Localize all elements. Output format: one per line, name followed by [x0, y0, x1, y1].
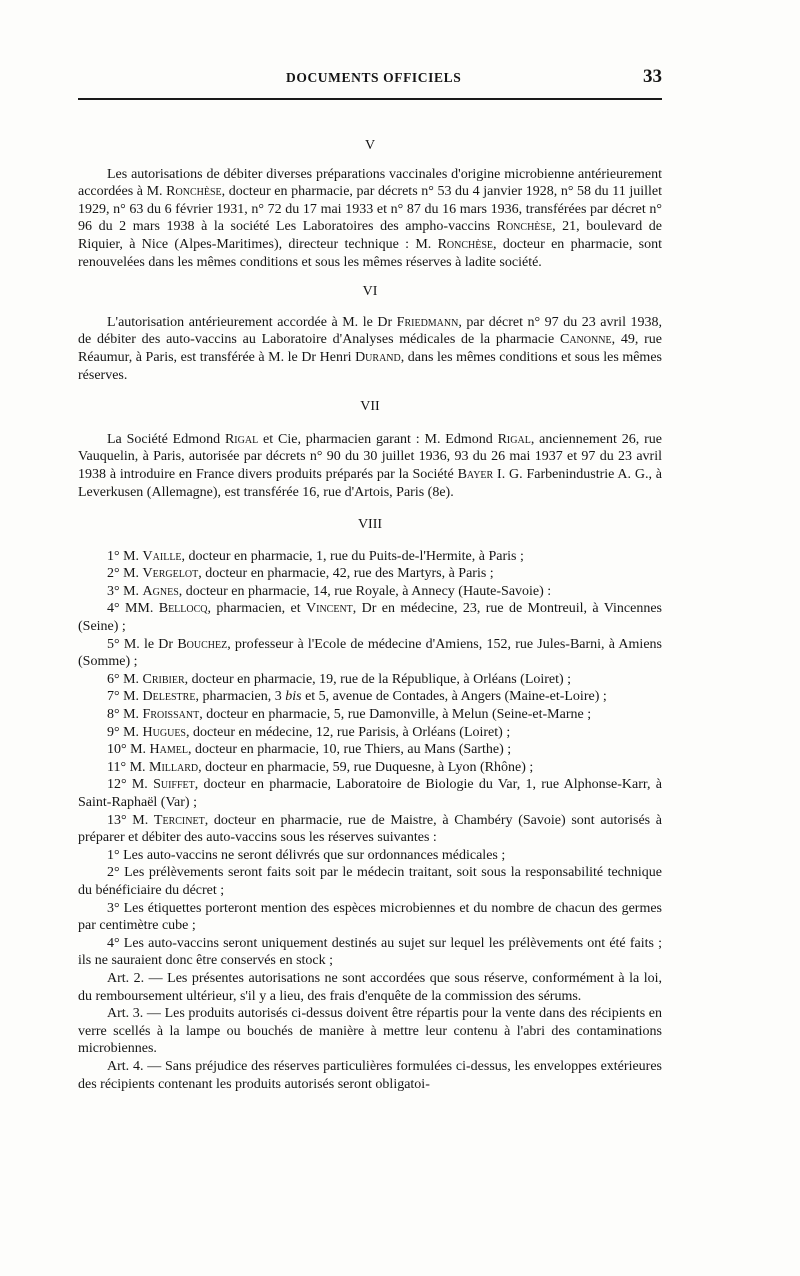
list-item: 8° M. Froissant, docteur en pharmacie, 5, rue Damonville, à Melun (Seine-et-Marne ;	[107, 707, 592, 723]
person-name: Rigal	[224, 431, 259, 447]
list-item: 12° M. Suiffet, docteur en pharmacie, Laboratoire de Biologie du Var, 1, rue Alphonse-Karr, à Saint-Raphaël (Var) ;	[78, 777, 662, 810]
section-heading-v: V	[364, 138, 376, 153]
person-name: Vincent	[306, 601, 353, 617]
person-name: Vaille	[142, 548, 182, 564]
condition-item: 2° Les prélèvements seront faits soit par le médecin traitant, soit sous la responsabilité technique du bénéficiaire du décret ;	[78, 865, 662, 898]
person-name: Hamel	[149, 742, 188, 758]
list-item: 4° MM. Bellocq, pharmacien, et Vincent, Dr en médecine, 23, rue de Montreuil, à Vincennes (Seine) ;	[78, 601, 662, 635]
page-header	[78, 66, 662, 88]
company-name: Bayer	[457, 466, 494, 482]
person-name: Cribier	[142, 671, 185, 687]
section-heading-viii: VIII	[357, 517, 383, 533]
person-name: Bellocq	[158, 601, 208, 617]
section-vi-paragraph: L'autorisation antérieurement accordée à M. le Dr Friedmann, par décret n° 97 du 23 avril 1938, de débiter des auto-vaccins au Laboratoire d'Analyses médicales de la pharmacie Canonne, 49, rue Réaumur, à Paris, est transférée à M. le Dr Henri Durand, dans les mêmes conditions et sous les mêmes réserves.	[78, 314, 662, 383]
list-item: 2° M. Vergelot, docteur en pharmacie, 42, rue des Martyrs, à Paris ;	[107, 566, 494, 582]
section-vii-paragraph: La Société Edmond Rigal et Cie, pharmacien garant : M. Edmond Rigal, anciennement 26, rue Vauquelin, à Paris, autorisée par décrets n° 90 du 30 juillet 1936, 93 du 26 mai 1937 et 97 du 23 avril 1938 à introduire en France divers produits préparés par la Société Bayer I. G. Farbenindustrie A. G., à Leverkusen (Allemagne), est transférée 16, rue d'Artois, Paris (8e).	[78, 431, 662, 500]
article-4: Art. 4. — Sans préjudice des réserves particulières formulées ci-dessus, les enveloppes extérieures des récipients contenant les produits autorisés seront obligatoi-	[78, 1058, 662, 1092]
person-name: Froissant	[142, 707, 200, 723]
list-item: 13° M. Tercinet, docteur en pharmacie, rue de Maistre, à Chambéry (Savoie) sont autorisés à préparer et débiter des auto-vaccins sous les réserves suivantes :	[78, 812, 663, 846]
page-number: 33	[643, 66, 662, 87]
list-item: 7° M. Delestre, pharmacien, 3 bis et 5, avenue de Contades, à Angers (Maine-et-Loire) ;	[107, 689, 607, 705]
person-name: Ronchèse	[496, 219, 553, 235]
person-name: Friedmann	[396, 314, 459, 330]
person-name: Canonne	[560, 332, 612, 348]
article-3: Art. 3. — Les produits autorisés ci-dessus doivent être répartis pour la vente dans des récipients en verre scellés à la lampe ou bouchés de manière à mettre leur contenu à l'abri des contaminations microbiennes.	[78, 1006, 662, 1057]
person-name: Suiffet	[153, 777, 195, 793]
person-name: Rigal	[497, 431, 531, 447]
person-name: Bouchez	[177, 636, 228, 652]
list-item: 1° M. Vaille, docteur en pharmacie, 1, rue du Puits-de-l'Hermite, à Paris ;	[107, 548, 524, 564]
person-name: Ronchèse	[166, 184, 222, 200]
person-name: Ronchèse	[437, 236, 494, 252]
person-name: Agnes	[142, 583, 179, 599]
section-v-paragraph: Les autorisations de débiter diverses préparations vaccinales d'origine microbienne antérieurement accordées à M. Ronchèse, docteur en pharmacie, par décrets n° 53 du 4 janvier 1928, n° 58 du 11 juillet 1929, n° 63 du 6 février 1931, n° 72 du 17 mai 1933 et n° 87 du 16 mars 1936, transférées par décret n° 96 du 2 mars 1938 à la société Les Laboratoires des ampho-vaccins Ronchèse, 21, boulevard de Riquier, à Nice (Alpes-Maritimes), directeur technique : M. Ronchèse, docteur en pharmacie, sont renouvelées dans les mêmes conditions et sous les mêmes réserves à ladite société.	[78, 166, 663, 270]
list-item: 9° M. Hugues, docteur en médecine, 12, rue Parisis, à Orléans (Loiret) ;	[107, 724, 511, 740]
person-name: Vergelot	[142, 566, 199, 582]
condition-item: 3° Les étiquettes porteront mention des espèces microbiennes et du nombre de chacun des germes par centimètre cube ;	[78, 900, 662, 934]
person-name: Delestre	[142, 689, 196, 705]
section-heading-vii: VII	[360, 399, 380, 415]
list-item: 5° M. le Dr Bouchez, professeur à l'Ecole de médecine d'Amiens, 152, rue Jules-Barni, à Amiens (Somme) ;	[78, 636, 662, 670]
header-rule	[78, 98, 662, 100]
list-item: 6° M. Cribier, docteur en pharmacie, 19, rue de la République, à Orléans (Loiret) ;	[107, 671, 572, 687]
list-item: 10° M. Hamel, docteur en pharmacie, 10, rue Thiers, au Mans (Sarthe) ;	[107, 742, 512, 758]
person-name: Durand	[355, 349, 401, 365]
person-name: Hugues	[142, 724, 186, 740]
person-name: Millard	[149, 759, 199, 775]
running-title: DOCUMENTS OFFICIELS	[286, 70, 462, 85]
list-item: 3° M. Agnes, docteur en pharmacie, 14, rue Royale, à Annecy (Haute-Savoie) :	[107, 583, 552, 599]
document-body	[78, 137, 662, 1093]
section-heading-vi: VI	[362, 284, 378, 300]
person-name: Tercinet	[153, 812, 205, 828]
list-item: 11° M. Millard, docteur en pharmacie, 59, rue Duquesne, à Lyon (Rhône) ;	[107, 759, 534, 775]
article-2: Art. 2. — Les présentes autorisations ne sont accordées que sous réserve, conformément à la loi, du remboursement ultérieur, s'il y a lieu, des frais d'enquête de la commission des sérums.	[78, 970, 662, 1004]
condition-item: 4° Les auto-vaccins seront uniquement destinés au sujet sur lequel les prélèvements ont été faits ; ils ne sauraient donc être conservés en stock ;	[78, 935, 662, 969]
condition-item: 1° Les auto-vaccins ne seront délivrés que sur ordonnances médicales ;	[107, 847, 506, 863]
